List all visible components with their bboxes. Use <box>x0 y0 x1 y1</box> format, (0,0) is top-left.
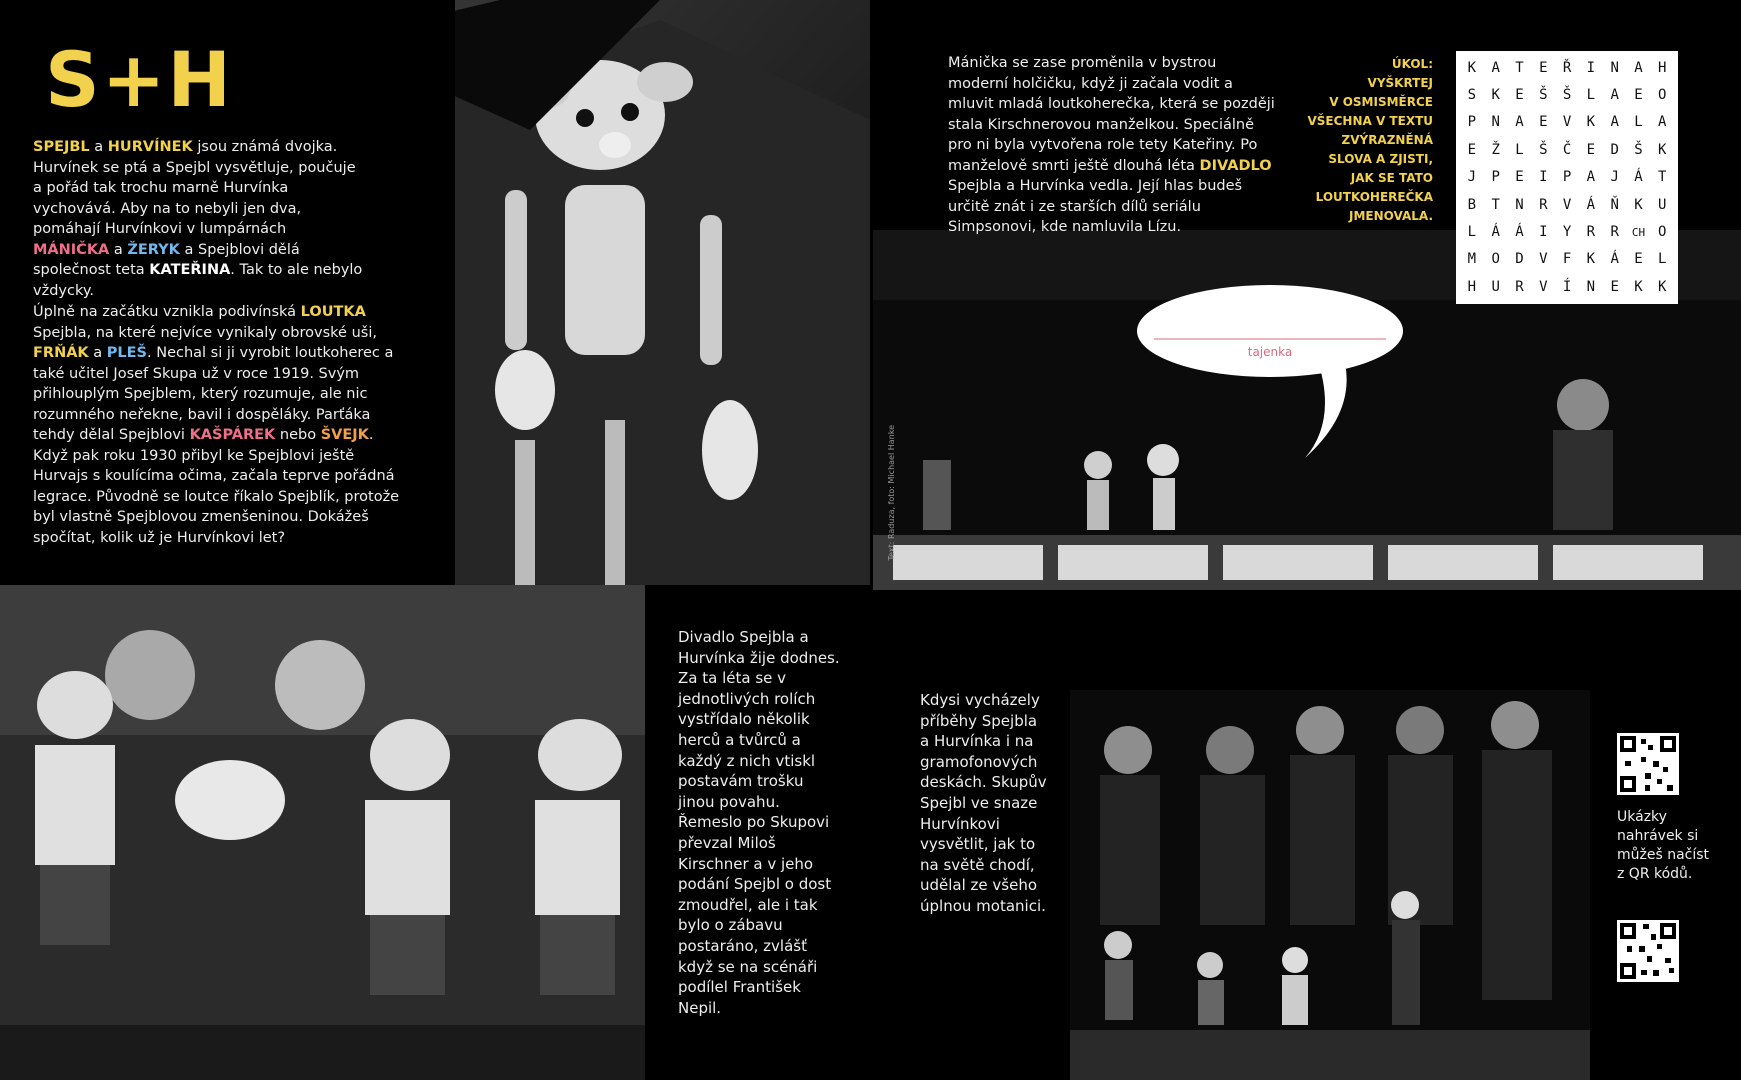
manicka-paragraph <box>948 53 1278 238</box>
highlight-loutka: LOUTKA <box>300 304 366 320</box>
wordsearch-cell[interactable]: Á <box>1491 224 1500 241</box>
wordsearch-cell[interactable]: E <box>1467 141 1477 158</box>
wordsearch-cell[interactable]: K <box>1467 59 1477 76</box>
bubble-label: tajenka <box>1247 345 1293 359</box>
qr-caption: Ukázky nahrávek si můžeš načíst z QR kódů. <box>1617 809 1710 882</box>
task-line: SLOVA A ZJISTI, <box>1328 152 1433 166</box>
wordsearch-cell[interactable]: F <box>1562 251 1572 268</box>
wordsearch-cell[interactable]: V <box>1539 251 1548 268</box>
text-fragment: nebo <box>275 427 321 443</box>
wordsearch-cell[interactable]: K <box>1586 251 1596 268</box>
highlight-divadlo: DIVADLO <box>1199 157 1272 174</box>
wordsearch-cell[interactable]: H <box>1467 278 1477 295</box>
wordsearch-cell[interactable]: K <box>1634 196 1643 213</box>
text-fragment: Spejbla, na které nejvíce vynikaly obrovské uši, <box>33 324 377 341</box>
gramofon-column: Kdysi vycházely příběhy Spejbla a Hurvínka i na gramofonových deskách. Skupův Spejbl ve snaze Hurvínkovi vysvětlit, jak to na světě chodí, udělal ze všeho úplnou motanici. <box>920 691 1047 915</box>
highlight-ples: PLEŠ <box>106 345 147 361</box>
wordsearch-cell[interactable]: T <box>1515 59 1524 76</box>
wordsearch-cell[interactable]: B <box>1467 196 1477 213</box>
history-paragraph <box>33 302 405 548</box>
wordsearch-cell[interactable]: E <box>1539 114 1548 131</box>
wordsearch-cell[interactable]: L <box>1586 87 1596 104</box>
highlight-kasparek: KAŠPÁREK <box>189 427 276 443</box>
wordsearch-cell[interactable]: Ř <box>1562 59 1572 76</box>
wordsearch-cell[interactable]: T <box>1658 169 1667 186</box>
highlight-katerina: KATEŘINA <box>149 262 231 278</box>
text-fragment: a <box>88 345 107 361</box>
wordsearch-cell[interactable]: R <box>1515 278 1524 295</box>
wordsearch-cell[interactable]: Š <box>1539 87 1548 104</box>
wordsearch-cell[interactable]: I <box>1586 59 1596 76</box>
wordsearch-cell[interactable]: J <box>1610 169 1619 186</box>
wordsearch-cell[interactable]: H <box>1658 59 1667 76</box>
wordsearch-cell[interactable]: A <box>1634 59 1643 76</box>
intro-paragraph <box>33 137 366 301</box>
task-line: VŠECHNA V TEXTU <box>1307 114 1433 128</box>
wordsearch-cell[interactable]: N <box>1586 278 1596 295</box>
wordsearch-cell[interactable]: D <box>1515 251 1524 268</box>
wordsearch-cell[interactable]: E <box>1515 169 1524 186</box>
text-fragment: Spejbla a Hurvínka vedla. Její hlas budeš určitě znát i ze starších dílů seriálu Simpsonovi, kde namluvila Lízu. <box>948 178 1243 235</box>
task-line: JAK SE TATO <box>1350 171 1433 185</box>
wordsearch-cell[interactable]: Ň <box>1610 196 1619 213</box>
wordsearch-cell[interactable]: Š <box>1562 87 1572 104</box>
wordsearch-cell[interactable]: K <box>1634 278 1643 295</box>
wordsearch-cell[interactable]: N <box>1610 59 1619 76</box>
wordsearch-cell[interactable]: R <box>1610 224 1619 241</box>
task-line: LOUTKOHEREČKA <box>1315 190 1433 204</box>
wordsearch-cell[interactable]: V <box>1562 114 1572 131</box>
task-line: VYŠKRTEJ <box>1367 76 1433 90</box>
task-line: V OSMISMĚRCE <box>1329 95 1433 109</box>
wordsearch-cell[interactable]: O <box>1491 251 1500 268</box>
wordsearch-cell[interactable]: U <box>1491 278 1500 295</box>
wordsearch-cell[interactable]: V <box>1562 196 1572 213</box>
wordsearch-cell[interactable]: E <box>1515 87 1524 104</box>
photo-puppeteers-line <box>1070 690 1590 1080</box>
task-label: ÚKOL: <box>1391 57 1433 71</box>
text-fragment: . Nechal si ji vyrobit loutkoherec a také učitel Josef Skupa už v roce 1919. Svým přihlouplým Spejblem, který rozumuje, ale nic rozumného neřekne, bavil i dospěláky. Parťáka tehdy dělal Spejblovi <box>33 345 394 443</box>
speech-bubble[interactable] <box>1130 283 1410 463</box>
wordsearch-cell[interactable]: Á <box>1610 251 1619 268</box>
qr-code-top[interactable] <box>1617 733 1679 795</box>
wordsearch-cell[interactable]: R <box>1539 196 1548 213</box>
qr-code-bottom[interactable] <box>1617 920 1679 982</box>
wordsearch-cell[interactable]: O <box>1658 224 1667 241</box>
wordsearch-cell[interactable]: Š <box>1634 141 1643 158</box>
wordsearch-cell[interactable]: A <box>1610 114 1619 131</box>
task-line: JMENOVALA. <box>1349 209 1433 223</box>
wordsearch-cell[interactable]: V <box>1539 278 1548 295</box>
highlight-zeryk: ŽERYK <box>127 241 180 258</box>
text-fragment: a Spejblovi dělá společnost teta <box>33 241 300 278</box>
wordsearch-cell[interactable]: CH <box>1631 225 1646 239</box>
text-fragment: jsou známá dvojka. Hurvínek se ptá a Spejbl vysvětluje, poučuje a pořád tak trochu marně Hurvínka vychovává. Aby na to nebyli jen dva, pomáhají Hurvínkovi v lumpárnách <box>33 139 356 237</box>
wordsearch-cell[interactable]: I <box>1539 169 1548 186</box>
wordsearch-cell[interactable]: U <box>1658 196 1667 213</box>
wordsearch-cell[interactable]: E <box>1634 87 1643 104</box>
wordsearch-cell[interactable]: N <box>1491 114 1500 131</box>
photo-puppet-workshop <box>0 585 645 1080</box>
wordsearch-cell[interactable]: Y <box>1562 224 1572 241</box>
wordsearch-cell[interactable]: N <box>1515 196 1524 213</box>
wordsearch-grid[interactable] <box>1456 51 1678 304</box>
wordsearch-cell[interactable]: E <box>1610 278 1619 295</box>
wordsearch-cell[interactable]: K <box>1658 141 1667 158</box>
logo: S+H <box>45 35 234 124</box>
wordsearch-cell[interactable]: E <box>1539 59 1548 76</box>
wordsearch-cell[interactable]: S <box>1467 87 1477 104</box>
task-instructions <box>1295 55 1433 226</box>
highlight-frnak: FRŇÁK <box>33 345 89 361</box>
wordsearch-cell[interactable]: T <box>1491 196 1500 213</box>
wordsearch-cell[interactable]: M <box>1467 251 1477 268</box>
wordsearch-cell[interactable]: P <box>1467 114 1477 131</box>
wordsearch-cell[interactable]: A <box>1586 169 1596 186</box>
wordsearch-cell[interactable]: O <box>1658 87 1667 104</box>
wordsearch-cell[interactable]: Á <box>1586 196 1596 213</box>
highlight-svejk: ŠVEJK <box>320 427 369 443</box>
wordsearch-cell[interactable]: J <box>1467 169 1477 186</box>
text-fragment: Úplně na začátku vznikla podivínská <box>33 304 301 320</box>
wordsearch-cell[interactable]: K <box>1586 114 1596 131</box>
wordsearch-cell[interactable]: P <box>1562 169 1572 186</box>
wordsearch-cell[interactable]: K <box>1491 87 1500 104</box>
wordsearch-cell[interactable]: L <box>1467 224 1477 241</box>
task-line: ZVÝRAZNĚNÁ <box>1341 133 1433 147</box>
wordsearch-cell[interactable]: L <box>1634 114 1643 131</box>
highlight-spejbl: SPEJBL <box>33 139 90 155</box>
wordsearch-cell[interactable]: L <box>1658 251 1667 268</box>
wordsearch-cell[interactable]: Č <box>1562 141 1572 158</box>
wordsearch-cell[interactable]: Š <box>1539 141 1548 158</box>
wordsearch-cell[interactable]: A <box>1610 87 1619 104</box>
text-fragment: . Když pak roku 1930 přibyl ke Spejblovi ještě Hurvajs s koulícíma očima, začala teprve pořádná legrace. Původně se loutce říkalo Spejblík, protože byl vlastně Spejblovou zmenšeninou. Dokážeš spočítat, kolik už je Hurvínkovi let? <box>33 427 400 546</box>
text-fragment: a <box>89 139 108 155</box>
wordsearch-cell[interactable]: L <box>1515 141 1524 158</box>
wordsearch-cell[interactable]: P <box>1491 169 1500 186</box>
wordsearch-cell[interactable]: E <box>1634 251 1643 268</box>
wordsearch-cell[interactable]: A <box>1658 114 1667 131</box>
highlight-manicka: MÁNIČKA <box>33 241 110 258</box>
text-fragment: . Tak to ale nebylo vždycky. <box>33 262 363 299</box>
wordsearch-cell[interactable]: Á <box>1634 169 1643 186</box>
wordsearch-cell[interactable]: D <box>1610 141 1619 158</box>
wordsearch-cell[interactable]: K <box>1658 278 1667 295</box>
highlight-hurvinek: HURVÍNEK <box>107 139 193 155</box>
wordsearch-cell[interactable]: Í <box>1562 278 1572 295</box>
wordsearch-cell[interactable]: I <box>1539 224 1548 241</box>
divadlo-column: Divadlo Spejbla a Hurvínka žije dodnes. Za ta léta se v jednotlivých rolích vystřídalo několik herců a tvůrců a každý z nich vtiskl postavám trošku jinou povahu. Řemeslo po Skupovi převzal Miloš Kirschner a v jeho podání Spejbl o dost zmoudřel, ale i tak bylo o zábavu postaráno, zvlášť když se na scénáři podílel František Nepil. <box>678 628 840 1017</box>
photo-credit: Text: Raduza, foto: Michael Hanke <box>887 425 896 561</box>
wordsearch-cell[interactable]: Ž <box>1491 141 1500 158</box>
wordsearch-cell[interactable]: A <box>1515 114 1524 131</box>
wordsearch-cell[interactable]: Á <box>1515 224 1524 241</box>
wordsearch-cell[interactable]: R <box>1586 224 1596 241</box>
text-fragment: Mánička se zase proměnila v bystrou moderní holčičku, když ji začala vodit a mluvit mladá loutkoherečka, která se později stala Kirschnerovou manželkou. Speciálně pro ni byla vytvořena role tety Kateřiny. Po manželově smrti ještě dlouhá léta <box>948 55 1275 174</box>
text-fragment: a <box>109 241 128 258</box>
wordsearch-cell[interactable]: E <box>1586 141 1596 158</box>
wordsearch-cell[interactable]: A <box>1491 59 1500 76</box>
